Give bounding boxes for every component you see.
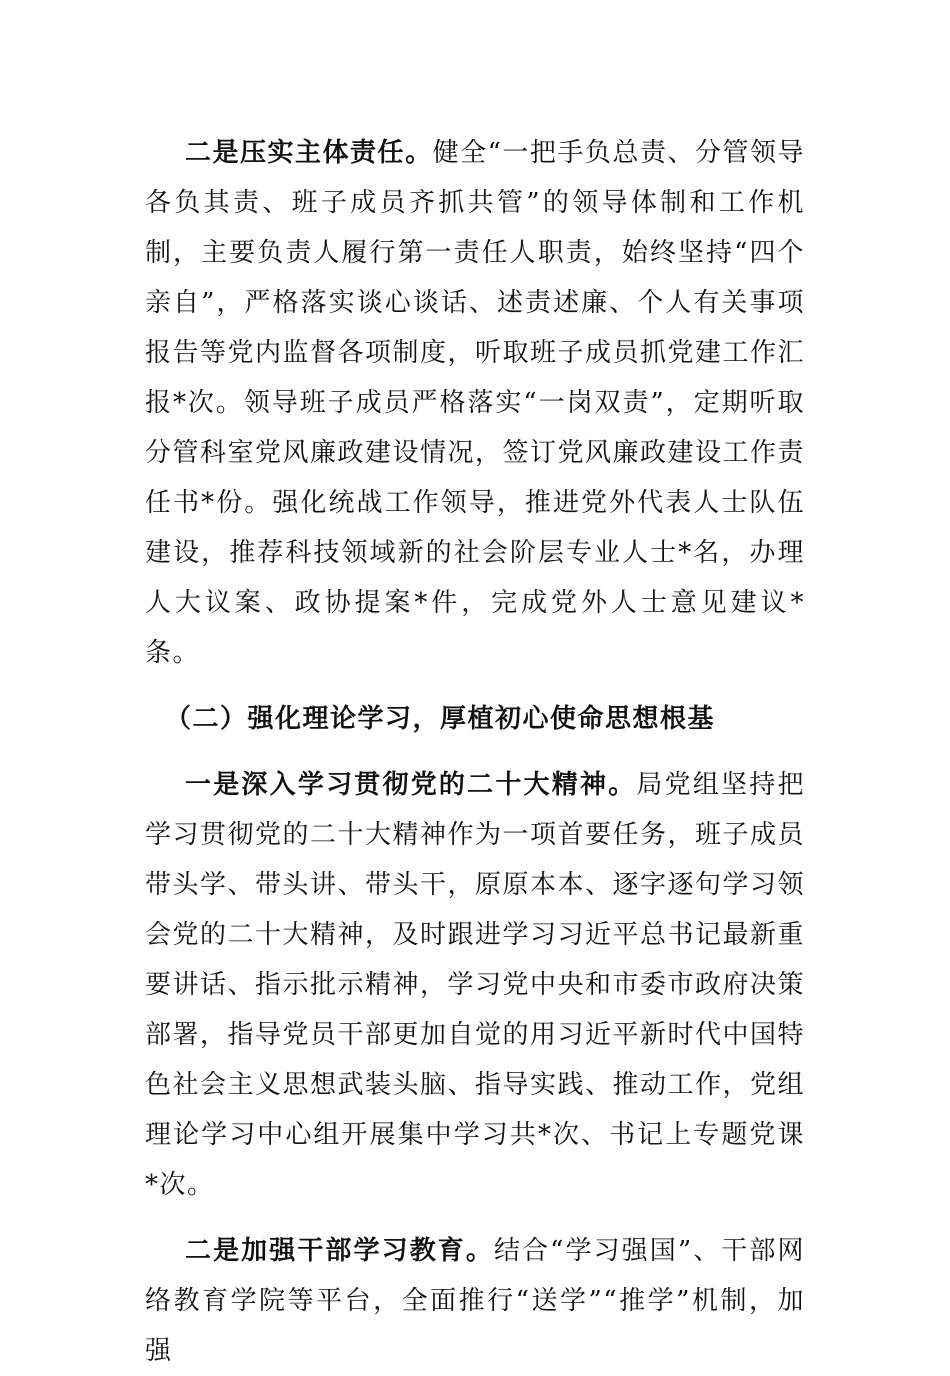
paragraph-study-congress (145, 760, 805, 1210)
paragraph-text: 健全“一把手负总责、分管领导各负其责、班子成员齐抓共管”的领导体制和工作机制，主要负责人履行第一责任人职责，始终坚持“四个亲自”，严格落实谈心谈话、述责述廉、个人有关事项报告等党内监督各项制度，听取班子成员抓党建工作汇报*次。领导班子成员严格落实“一岗双责”，定期听取分管科室党风廉政建设情况，签订党风廉政建设工作责任书*份。强化统战工作领导，推进党外代表人士队伍建设，推荐科技领域新的社会阶层专业人士*名，办理人大议案、政协提案*件，完成党外人士意见建议*条。 (145, 138, 806, 668)
document-body (145, 128, 805, 1376)
paragraph-main-responsibility (145, 128, 805, 678)
paragraph-cadre-education (145, 1226, 805, 1376)
paragraph-lead: 二是压实主体责任。 (185, 138, 433, 168)
section-heading: （二）强化理论学习，厚植初心使命思想根基 (165, 704, 716, 734)
paragraph-lead: 二是加强干部学习教育。 (185, 1236, 494, 1266)
paragraph-text: 结合“学习强国”、干部网络教育学院等平台，全面推行“送学”“推学”机制，加强 (145, 1236, 805, 1366)
paragraph-text: 局党组坚持把学习贯彻党的二十大精神作为一项首要任务，班子成员带头学、带头讲、带头干，原原本本、逐字逐句学习领会党的二十大精神，及时跟进学习习近平总书记最新重要讲话、指示批示精神，学习党中央和市委市政府决策部署，指导党员干部更加自觉的用习近平新时代中国特色社会主义思想武装头脑、指导实践、推动工作，党组理论学习中心组开展集中学习共*次、书记上专题党课*次。 (145, 770, 806, 1200)
paragraph-lead: 一是深入学习贯彻党的二十大精神。 (185, 770, 637, 800)
